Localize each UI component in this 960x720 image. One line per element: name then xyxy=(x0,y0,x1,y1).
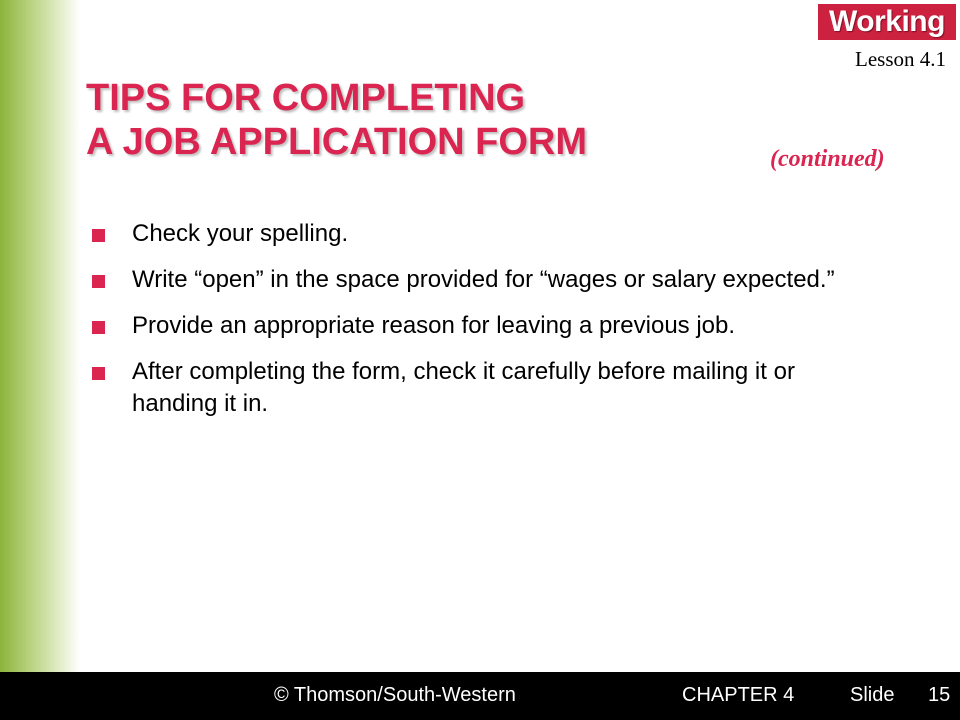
working-logo xyxy=(814,0,960,44)
left-gradient-bar xyxy=(0,0,80,672)
bullet-text: Provide an appropriate reason for leaving a previous job. xyxy=(132,312,736,339)
bullet-item xyxy=(92,310,872,342)
lesson-label: Lesson 4.1 xyxy=(855,47,946,71)
bullet-item xyxy=(92,356,872,420)
square-bullet-icon xyxy=(92,275,105,288)
logo-text: Working xyxy=(829,5,945,38)
continued-label: (continued) xyxy=(770,146,885,172)
bullet-text: After completing the form, check it carefully before mailing it or handing it in. xyxy=(132,358,795,417)
square-bullet-icon xyxy=(92,321,105,334)
square-bullet-icon xyxy=(92,229,105,242)
copyright-text: © Thomson/South-Western xyxy=(274,684,516,706)
bullet-list xyxy=(92,218,872,434)
title-line-1: TIPS FOR COMPLETING xyxy=(86,77,526,119)
bullet-item xyxy=(92,264,872,296)
slide-number: 15 xyxy=(928,684,951,706)
title-line-2: A JOB APPLICATION FORM xyxy=(86,121,588,163)
chapter-label: CHAPTER 4 xyxy=(682,684,795,706)
bullet-item xyxy=(92,218,872,250)
footer-bar xyxy=(0,672,960,720)
slide-title xyxy=(86,76,587,164)
bullet-text: Write “open” in the space provided for “wages or salary expected.” xyxy=(132,266,835,293)
bullet-text: Check your spelling. xyxy=(132,220,349,247)
square-bullet-icon xyxy=(92,367,105,380)
slide-label: Slide xyxy=(850,684,895,706)
